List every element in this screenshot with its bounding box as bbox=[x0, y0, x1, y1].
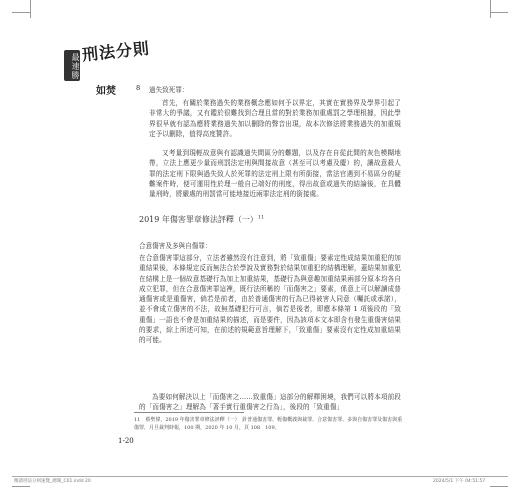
footnote: 11 蔡聖偉，2019 年傷害罪章修法評釋（一） 針普通傷害罪、輕傷概義與裁罪、合意傷害罪、多與自傷害罪及傷害與重傷罪，月旦裁判時報，100 期，2020 年 10 月，頁 108 109。 bbox=[134, 417, 403, 431]
article-heading-text: 2019 年傷害罪章修法評釋（一） bbox=[139, 215, 258, 224]
crop-mark bbox=[12, 12, 30, 13]
series-title bbox=[81, 38, 151, 65]
crop-mark bbox=[12, 486, 30, 487]
footnote-marker: 11 bbox=[257, 214, 265, 221]
crop-mark bbox=[490, 486, 508, 487]
footer-divider bbox=[12, 476, 508, 477]
crop-mark bbox=[490, 12, 508, 13]
article-heading bbox=[139, 214, 264, 225]
series-badge: 最速勝 bbox=[64, 50, 80, 81]
paragraph: 在合意傷害罪這部分，立法者雖然沒有注意到，將「致重傷」要素定性成結果加重犯的加重結果後，本條規定反而無法合於學說及實務對於結果加重犯的結構理解，蓋結果加重犯在結構上是一個故意基礎行為加上加重結果，基礎行為與意趣加重結果兩部分原本均各自成立犯罪，但在合意傷害罪這裡，既行法所稱的「而傷害之」要素，係意上可以解讀成普通傷害或是重傷害，倘若是前者，由於普通傷害的行為已得被害人同意（囑託或承諾），並不會成立傷害的不法，故無基礎犯行可言，倘若是後者，即應本條第 1 項後段的「致重傷」一語也不會是加重結果的描述，而是要件，因為該項本文本即含有發生重傷害結果的要求，綜上所述可知，在前述的規範意旨理解下，「致重傷」要素沒有定性成加重結果的可能。 bbox=[139, 254, 401, 345]
subsection-title: 合意傷害及多與自傷罪： bbox=[139, 242, 212, 250]
section-title: 過失致死罪： bbox=[149, 86, 189, 94]
footer-timestamp: 2024/5/1 下午 04:51:57 bbox=[433, 479, 486, 484]
page-number: 1-20 bbox=[118, 437, 134, 445]
series-subtitle: 如焚 bbox=[96, 86, 116, 97]
crop-mark bbox=[490, 0, 491, 18]
paragraph: 又考量到現輕故意與有認識過失間區分的難題，以及存在自從此間的灰色模糊地帶，立法上應更少量而刑罰法定刑與間接故意（甚至可以考慮及慶）的，讓故意殺人罪的法定刑下限與過失致人於死罪的法定刑上限有所銜接，當法官遇到不易區分的疑難案件時，便可運用性於理一般自己端好的刑度，得出故意或過失的結論後，在具體量刑時，將嚴處的刑罰當可能地接近兩罪法定刑的銜接處。 bbox=[149, 149, 401, 199]
footnote-divider bbox=[134, 412, 244, 413]
footer-filename: 精讀刑法分則速覽_總閱_C01.indd 20 bbox=[14, 479, 91, 484]
paragraph: 首先，有關於業務過失的業務概念應如何予以界定，其實在實務界及學界引起了非常大的爭議，又有鑑於很難找到合理且當的對於業務加重處罰之學理根據，因此學界很早就有認為應將業務過失加以刪除的聲音出現，故本次修法將業務過失的加重規定予以刪除，值得高度贊許。 bbox=[149, 99, 401, 138]
crop-mark bbox=[30, 0, 31, 18]
paragraph: 為要如何解決以上「而傷害之……致重傷」這部分的解釋困境，我們可以將本項前段的「而傷害之」理解為「著手實行重傷害之行為」，後段的「致重傷」 bbox=[139, 393, 401, 412]
series-title-text: 刑法分則 bbox=[81, 38, 151, 65]
section-number: 8 bbox=[136, 84, 141, 92]
